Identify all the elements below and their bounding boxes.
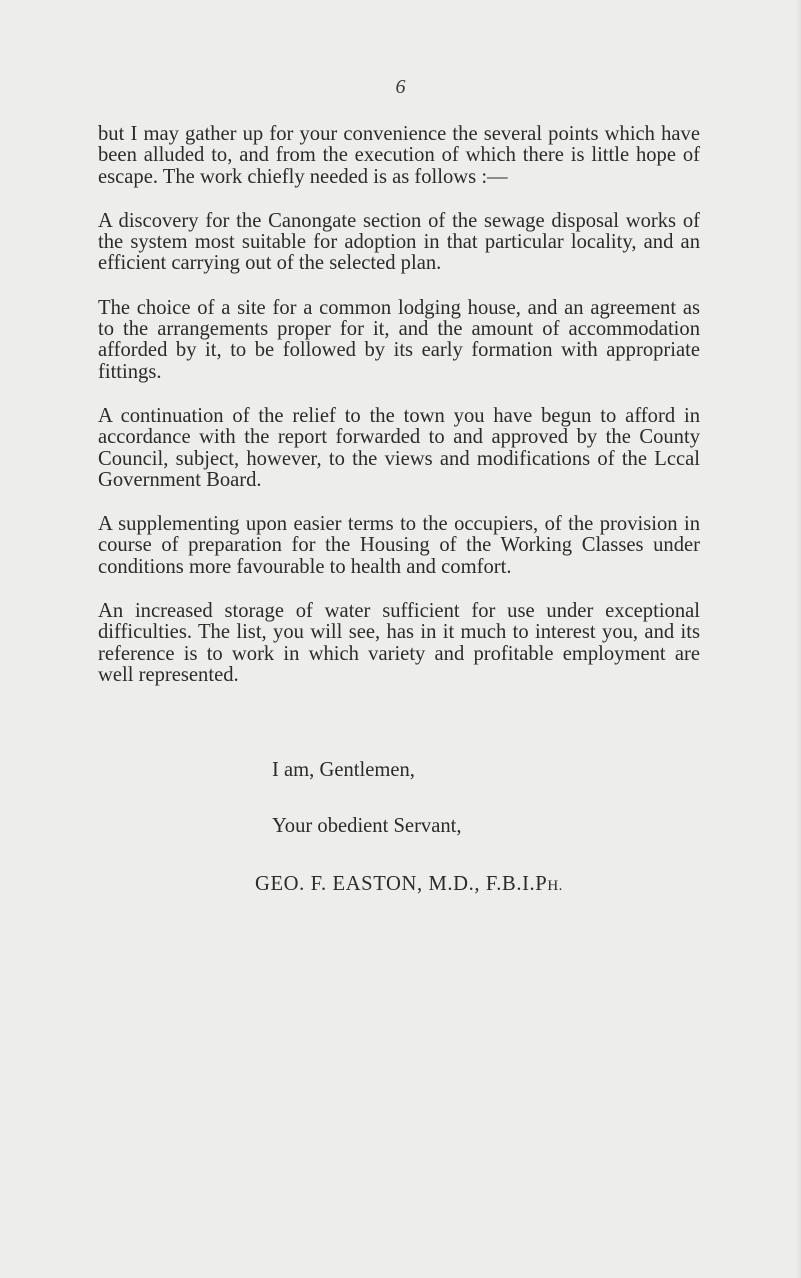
paragraph-water: An increased storage of water sufficient for use under exceptional difficulties. The list, you will see, has in it much to interest you, and its reference is to work in which variety and profitable employment are well represented. (98, 600, 700, 686)
page-edge-shadow (795, 0, 801, 1278)
closing-salutation: I am, Gentlemen, (272, 759, 415, 781)
paragraph-housing: A supplementing upon easier terms to the occupiers, of the provision in course of preparation for the Housing of the Working Classes under conditions more favourable to health and comfort. (98, 513, 700, 578)
signature-name: GEO. F. EASTON, M.D., F.B.I.P (255, 873, 548, 895)
paragraph-lodging-house: The choice of a site for a common lodging house, and an agreement as to the arrangements proper for it, and the amount of accommodation afforded by it, to be followed by its early formation with appropriate fittings. (98, 296, 700, 383)
paragraph-relief: A continuation of the relief to the town you have begun to afford in accordance with the report forwarded to and approved by the County Council, subject, however, to the views and modifications of the Lccal Government Board. (98, 404, 700, 491)
closing-valediction: Your obedient Servant, (272, 815, 462, 837)
paragraph-intro: but I may gather up for your convenience the several points which have been alluded to, and from the execution of which there is little hope of escape. The work chiefly needed is as follows :— (98, 123, 700, 188)
signature (255, 873, 563, 896)
signature-suffix: H. (547, 878, 563, 894)
letter-body (98, 124, 700, 709)
page-number: 6 (395, 76, 406, 98)
paragraph-sewage: A discovery for the Canongate section of the sewage disposal works of the system most suitable for adoption in that particular locality, and an efficient carrying out of the selected plan. (98, 209, 700, 275)
